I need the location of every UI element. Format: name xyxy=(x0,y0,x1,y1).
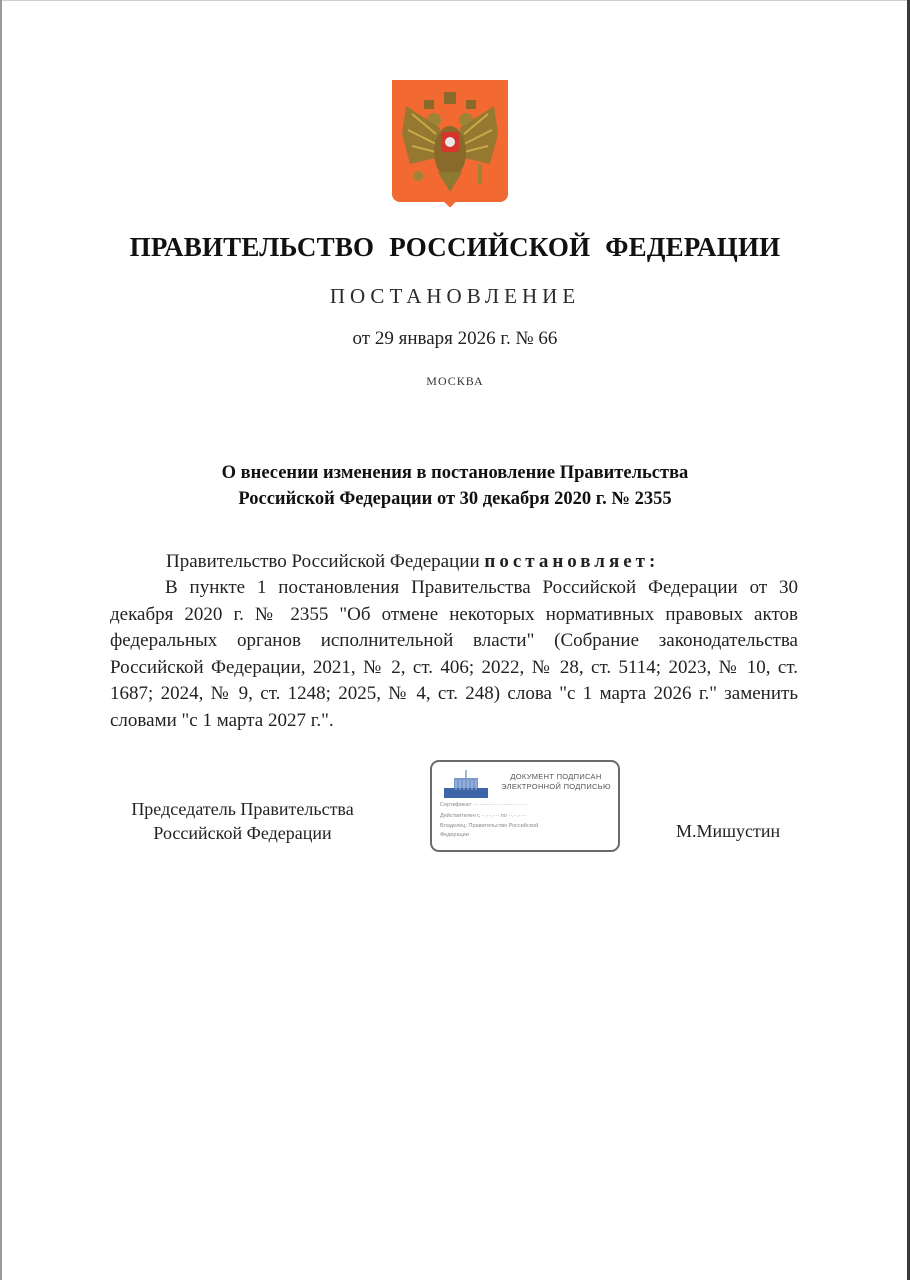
stamp-certificate: Сертификат: ····························· xyxy=(440,802,528,808)
main-paragraph: В пункте 1 постановления Правительства Российской Федерации от 30 декабря 2020 г. № 2355 "Об отмене некоторых нормативных правовых актов федеральных органов исполнительной власти" (Собрание законодательства Российской Федерации, 2021, № 2, ст. 406; 2022, № 28, ст. 5114; 2023, № 10, ст. 1687; 2024, № 9, ст. 1248; 2025, № 4, ст. 248) слова "с 1 марта 2026 г." заменить словами "с 1 марта 2027 г.". xyxy=(110,577,798,731)
document-city: МОСКВА xyxy=(426,374,484,388)
organization-title: ПРАВИТЕЛЬСТВО РОССИЙСКОЙ ФЕДЕРАЦИИ xyxy=(129,232,781,262)
page-border-top xyxy=(0,0,910,1)
preamble-emphasis: постановляет: xyxy=(484,551,660,572)
stamp-validity: Действителен с ··.··.···· по ··.··.···· xyxy=(440,813,527,819)
preamble-text: Правительство Российской Федерации xyxy=(166,551,485,572)
preamble xyxy=(166,551,659,573)
document-date-number: от 29 января 2026 г. № 66 xyxy=(352,328,558,349)
government-building-icon xyxy=(442,770,490,800)
stamp-heading-line-1: ДОКУМЕНТ ПОДПИСАН xyxy=(510,772,602,781)
stamp-heading xyxy=(496,772,616,792)
signatory-position-line-2: Российской Федерации xyxy=(153,823,332,843)
stamp-owner: Владелец: Правительство Российской xyxy=(440,823,539,829)
signatory-position xyxy=(110,797,375,845)
document-heading xyxy=(0,460,910,512)
document-type: ПОСТАНОВЛЕНИЕ xyxy=(329,284,581,308)
stamp-owner-cont: Федерации xyxy=(440,832,469,838)
signatory-name: М.Мишустин xyxy=(676,821,781,841)
heading-line-2: Российской Федерации от 30 декабря 2020 г. № 2355 xyxy=(238,489,672,509)
stamp-heading-line-2: ЭЛЕКТРОННОЙ ПОДПИСЬЮ xyxy=(501,782,611,791)
coat-of-arms-icon xyxy=(392,80,508,202)
heading-line-1: О внесении изменения в постановление Правительства xyxy=(221,463,689,483)
page-border-left xyxy=(0,0,2,1280)
electronic-signature-stamp xyxy=(430,760,620,852)
signatory-position-line-1: Председатель Правительства xyxy=(131,799,354,819)
